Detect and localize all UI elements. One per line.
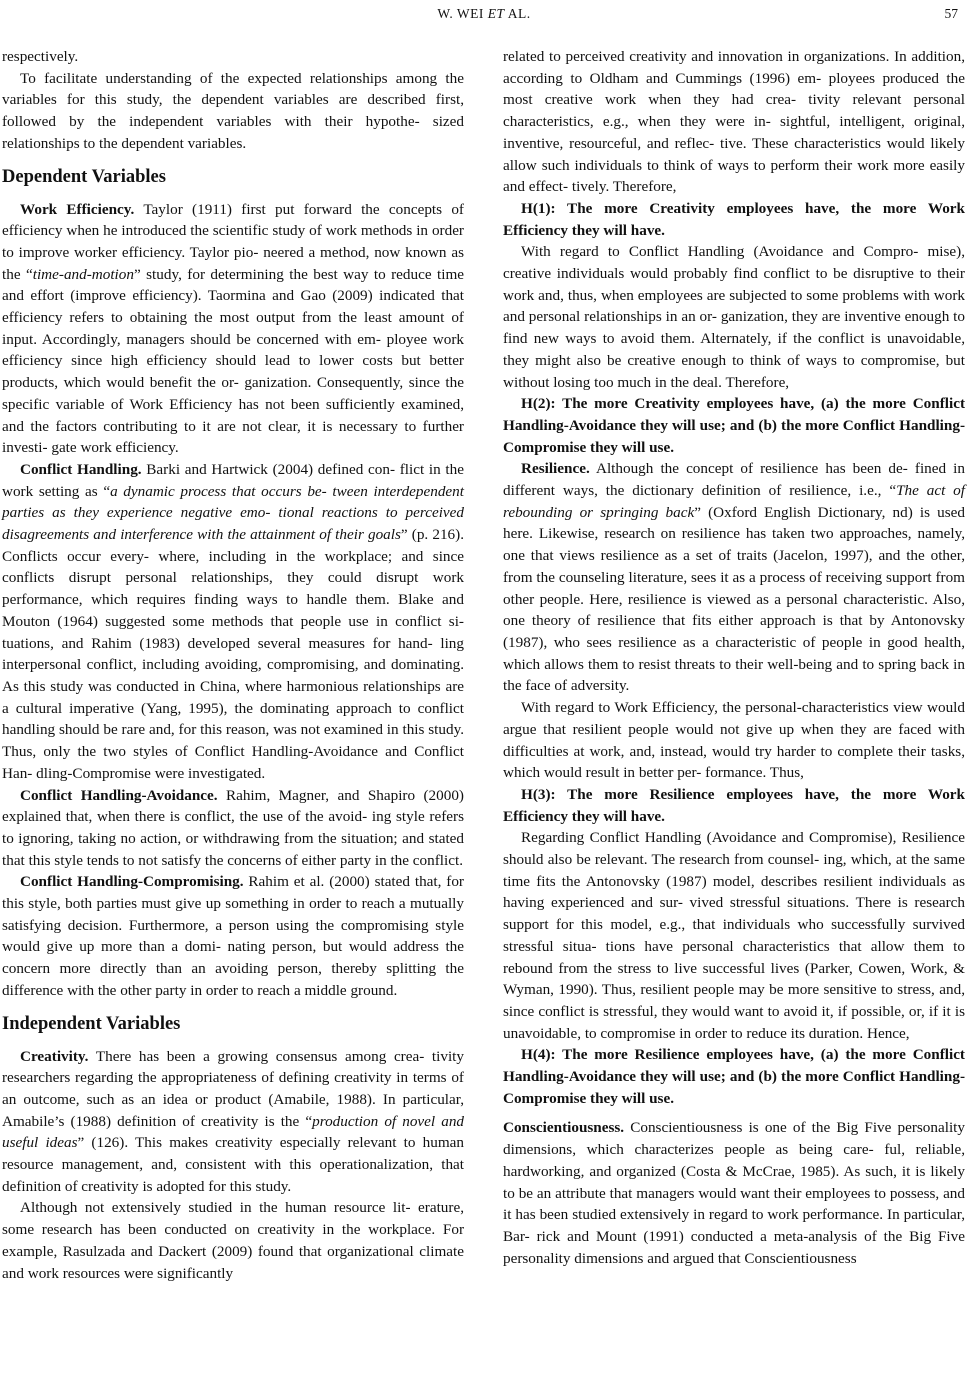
compromising-text: Rahim et al. (2000) stated that, for this style, both parties must give up something in order to reach a mutually satisfying decision. Furthermore, a person using the compromising style would give up more than a domi- nating person, but would address the concern more directly than an avoiding person, thereby splitting the difference with the other party in order to reach a middle ground. xyxy=(2,873,464,999)
term-work-efficiency: Work Efficiency. xyxy=(20,200,135,218)
hypothesis-4: H(4): The more Resilience employees have, (a) the more Conflict Handling-Avoidance they will use; and (b) the more Conflict Handling-Compromise they will use. xyxy=(503,1046,965,1107)
paragraph-conscientiousness xyxy=(503,1117,965,1269)
creativity-text-b: ” (126). This makes creativity especially relevant to human resource management, and, consistent with this operationalization, that definition of creativity is adopted for this study. xyxy=(2,1134,464,1195)
paragraph-creativity xyxy=(2,1046,464,1198)
term-avoidance: Conflict Handling-Avoidance. xyxy=(20,786,218,804)
conflict-handling-text-b: ” (p. 216). Conflicts occur every- where, including in the workplace; and since conflicts disrupt personal relationships, they could disrupt work performance, which requires finding ways to handle them. Blake and Mouton (1964) suggested some methods that people use in conflict si- tuations, and Rahim (1983) developed several measures for hand- ling interpersonal conflict, including avoiding, compromising, and dominating. As this study was conducted in China, where harmonious relationships are a cultural imperative (Yang, 1995), the dominating approach to conflict handling should be rare and, for this reason, was not examined in this study. Thus, only the two styles of Conflict Handling-Avoidance and Conflict Han- dling-Compromise were investigated. xyxy=(2,526,464,782)
work-efficiency-text-a: Taylor (1911) first put forward the concepts of efficiency when he introduced the scientific study of work methods in order to improve worker efficiency. Taylor pio- neered a method, now known as the “ xyxy=(2,200,464,283)
running-head-author: W. WEI xyxy=(437,6,484,21)
page-number: 57 xyxy=(944,6,958,21)
term-conscientiousness: Conscientiousness. xyxy=(503,1119,625,1137)
page-header xyxy=(0,0,968,30)
conflict-handling-quote: a dynamic process that occurs be- tween interdependent parties as they experience negative emo- tional reactions to perceived disagreements and interference with the attainment of their goals xyxy=(2,482,464,544)
running-head-et: ET xyxy=(487,6,505,21)
heading-dependent-variables: Dependent Variables xyxy=(2,166,166,187)
running-head-al: AL. xyxy=(507,6,531,21)
paragraph-resilience xyxy=(503,458,965,697)
term-conflict-handling: Conflict Handling. xyxy=(20,460,142,478)
term-compromising: Conflict Handling-Compromising. xyxy=(20,873,244,891)
hypothesis-3: H(3): The more Resilience employees have, the more Work Efficiency they will have. xyxy=(503,785,965,825)
work-efficiency-quote: time-and-motion xyxy=(32,265,134,283)
paragraph-resilience-2: With regard to Work Efficiency, the personal-characteristics view would argue that resilient people would not give up when they are faced with difficulties at work, and, instead, would try harder to complete their tasks, which would result in better per- formance. Thus, xyxy=(503,699,965,782)
heading-independent-variables: Independent Variables xyxy=(2,1013,181,1034)
creativity-text-a: There has been a growing consensus among crea- tivity researchers regarding the appropriateness of defining creativity in terms of an outcome, such as an idea or product (Amabile, 1988). In particular, Amabile’s (1988) definition of creativity is the “ xyxy=(2,1047,464,1130)
right-column xyxy=(503,46,965,1269)
work-efficiency-text-b: ” study, for determining the best way to reduce time and effort (improve efficiency). Taormina and Gao (2009) indicated that efficiency refers to obtaining the most output from the least amount of input. Accordingly, managers should be concerned with em- ployee work efficiency since high efficiency should lead to lower costs but better products, which would benefit the or- ganization. Consequently, since the specific variable of Work Efficiency has not been sufficiently examined, and the factors contributing to it are not clear, it is necessary to further investi- gate work efficiency. xyxy=(2,265,465,457)
left-column xyxy=(2,46,464,1284)
hypothesis-1: H(1): The more Creativity employees have, the more Work Efficiency they will have. xyxy=(503,199,965,239)
paragraph-compromising xyxy=(2,871,464,1001)
paragraph-intro-end: respectively. xyxy=(2,48,79,65)
running-head xyxy=(0,6,968,22)
paragraph-resilience-3: Regarding Conflict Handling (Avoidance and Compromise), Resilience should also be relevant. The research from counsel- ing, which, at the same time fits the Antonovsky (1987) model, describes resilient individuals as having experienced and sur- vived stressful situations. There is research support for this model, e.g., that individuals who successfully survived stressful situa- tions have personal characteristics that allow them to rebound from the stress to live successful lives (Parker, Cowen, Work, & Wyman, 1990). Thus, resilient people may be more sensitive to stress, and, since conflict is stressful, they would want to avoid it, if possible, or, if it is unavoidable, to compromise in order to reduce its duration. Hence, xyxy=(503,829,965,1042)
conflict-handling-text-a: Barki and Hartwick (2004) defined con- flict in the work setting as “ xyxy=(2,460,464,500)
resilience-quote: The act of rebounding or springing back xyxy=(503,482,965,521)
paragraph-conflict-handling xyxy=(2,459,464,785)
paragraph-avoidance xyxy=(2,785,464,872)
resilience-text-a: Although the concept of resilience has been de- fined in different ways, the dictionary definition of resilience, i.e., “ xyxy=(503,460,965,500)
creativity-quote: production of novel and useful ideas xyxy=(2,1112,465,1152)
paragraph-creativity-2: Although not extensively studied in the human resource lit- erature, some research has been conducted on creativity in the workplace. For example, Rasulzada and Dackert (2009) found that organizational climate and work resources were significantly xyxy=(2,1199,464,1282)
term-resilience: Resilience. xyxy=(521,460,590,478)
avoidance-text: Rahim, Magner, and Shapiro (2000) explained that, when there is conflict, the use of the avoid- ing style refers to ignoring, taking no action, or withdrawing from the situation; and stated that this style tends to not satisfy the concerns of either party in the conflict. xyxy=(2,786,464,869)
resilience-text-b: ” (Oxford English Dictionary, nd) is used here. Likewise, research on resilience has taken two approaches, namely, one that views resilience as a set of traits (Jacelon, 1997), and the other, from the counseling literature, sees it as a process of receiving support from other people. Here, resilience is viewed as a personal characteristic. Also, one theory of resilience that fits either approach is that by Antonovsky (1987), who sees resilience as a characteristic of people in good health, which allows them to resist threats to their well-being and to spring back in the face of adversity. xyxy=(503,503,965,695)
paragraph-creativity-continued: related to perceived creativity and innovation in organizations. In addition, according to Oldham and Cummings (1996) em- ployees produced the most creative work when they had crea- tivity relevant personal characteristics, e.g., when they were in- sightful, intelligent, original, inventive, resourceful, and reflec- tive. These characteristics would likely allow such individuals to think of ways to perform their work more easily and effect- tively. Therefore, xyxy=(503,48,965,196)
hypothesis-2: H(2): The more Creativity employees have, (a) the more Conflict Handling-Avoidance they will use; and (b) the more Conflict Handling-Compromise they will use. xyxy=(503,395,965,456)
paragraph-creativity-conflict: With regard to Conflict Handling (Avoidance and Compro- mise), creative individuals would probably find conflict to be disruptive to their work and, thus, when employees are subjected to some problems with work and personal relationships in an or- ganization, they are inventive enough to find new ways to avoid them. Alternately, if the conflict is unavoidable, they might also be creative enough to think of ways to compromise, but without losing too much in the deal. Therefore, xyxy=(503,243,965,391)
term-creativity: Creativity. xyxy=(20,1047,89,1065)
conscientiousness-text: Conscientiousness is one of the Big Five personality dimensions, which characterizes people as being care- ful, reliable, hardworking, and organized (Costa & McCrae, 1985). As such, it is likely to be an attribute that managers would want their employees to possess, and it has been studied extensively in regard to work performance. In particular, Bar- rick and Mount (1991) conducted a meta-analysis of the Big Five personality dimensions and argued that Conscientiousness xyxy=(503,1119,965,1267)
paragraph-work-efficiency xyxy=(2,199,464,459)
paragraph-intro: To facilitate understanding of the expected relationships among the variables for this study, the dependent variables are described first, followed by the independent variables with their hypothe- sized relationships to the dependent variables. xyxy=(2,69,464,152)
